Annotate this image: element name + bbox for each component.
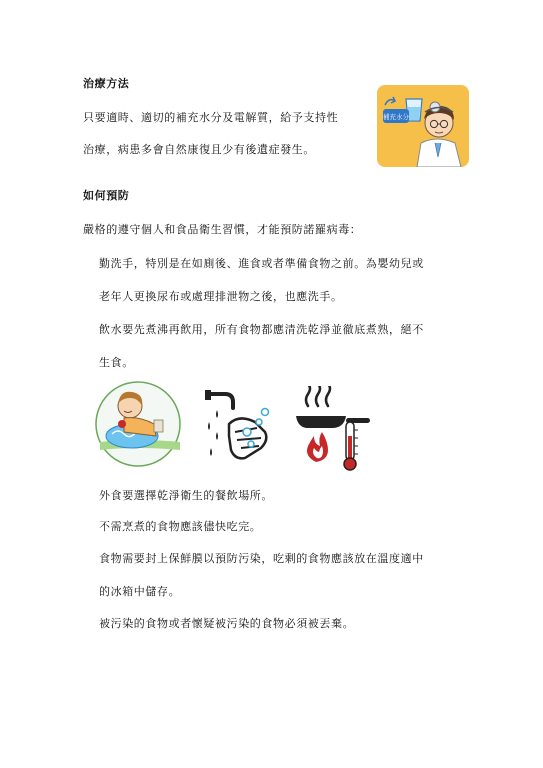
prevention-item-line: 勤洗手，特別是在如廁後、進食或者準備食物之前。為嬰幼兒或 xyxy=(99,257,424,270)
doctor-sign-label: 補充水分 xyxy=(383,113,409,121)
treatment-line-1: 只要適時、適切的補充水分及電解質，給予支持性 xyxy=(83,111,339,124)
hand-washing-icon xyxy=(199,388,277,466)
vomiting-child-icon xyxy=(94,380,182,468)
pan-cooking-heat-icon xyxy=(292,386,382,466)
prevention-item-line: 的冰箱中儲存。 xyxy=(99,585,181,598)
prevention-intro: 嚴格的遵守個人和食品衛生習慣，才能預防諾羅病毒： xyxy=(83,223,362,236)
thermometer-icon xyxy=(340,420,360,472)
prevention-item-line: 老年人更換尿布或處理排泄物之後，也應洗手。 xyxy=(99,290,343,303)
prevention-item-line: 飲水要先煮沸再飲用，所有食物都應清洗乾淨並徹底煮熟，絕不 xyxy=(99,323,424,336)
prevention-heading: 如何預防 xyxy=(83,189,130,202)
prevention-item-line: 生食。 xyxy=(99,356,134,369)
prevention-item-line: 被污染的食物或者懷疑被污染的食物必須被丟棄。 xyxy=(99,617,355,630)
prevention-item-line: 食物需要封上保鮮膜以預防污染，吃剩的食物應該放在溫度適中 xyxy=(99,552,424,565)
treatment-heading: 治療方法 xyxy=(83,77,130,90)
doctor-with-water-icon xyxy=(377,85,469,167)
prevention-item-line: 不需烹煮的食物應該儘快吃完。 xyxy=(99,520,262,533)
treatment-line-2: 治療，病患多會自然康復且少有後遺症發生。 xyxy=(83,143,315,156)
prevention-item-line: 外食要選擇乾淨衛生的餐飲場所。 xyxy=(99,489,273,502)
